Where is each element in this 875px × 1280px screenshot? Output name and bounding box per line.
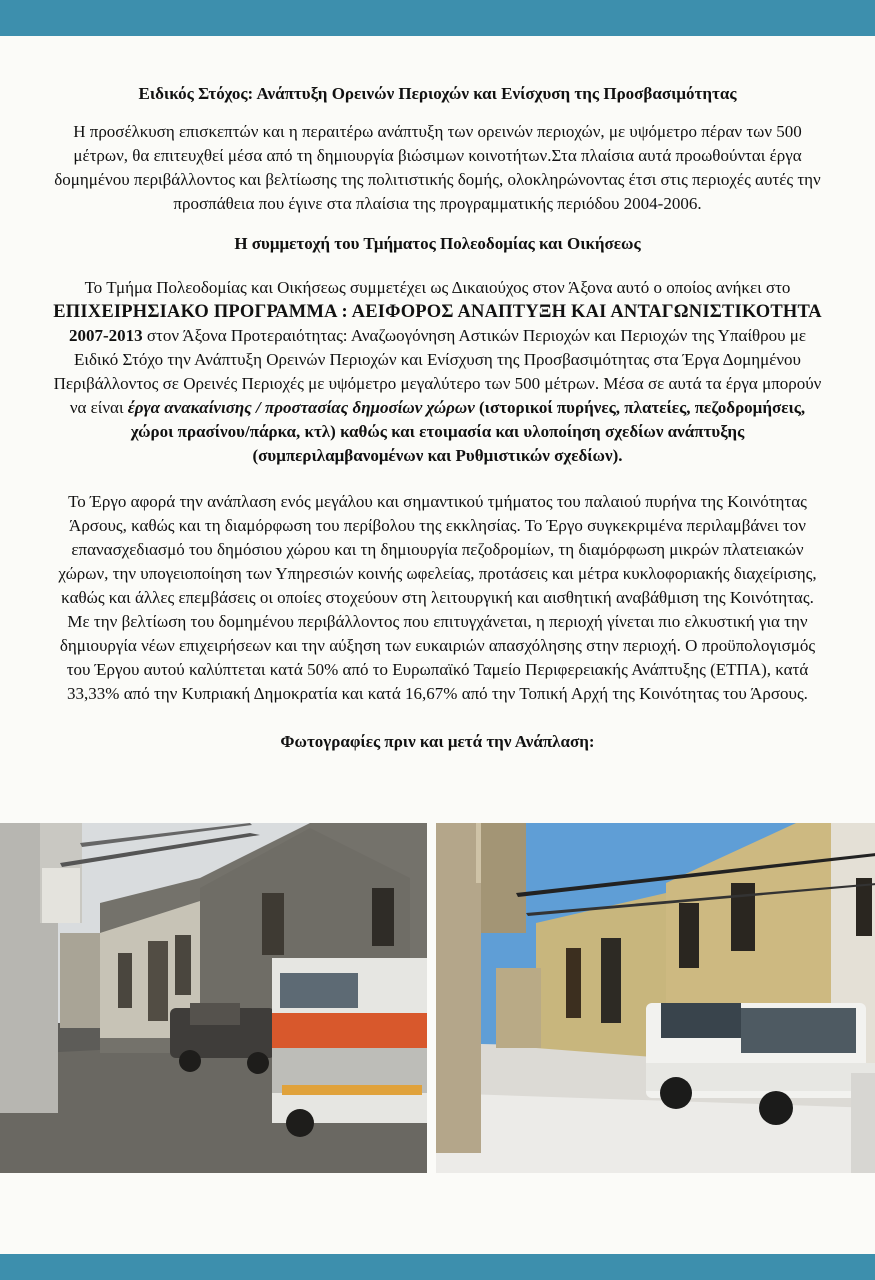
paragraph-project-description: Το Έργο αφορά την ανάπλαση ενός μεγάλου και σημαντικού τμήματος του παλαιού πυρήνα της Κοινότητας Άρσους, καθώς και τη διαμόρφωση του περίβολου της εκκλησίας. Το Έργο συγκεκριμένα περιλαμβάνει τον επανασχεδιασμό του δημόσιου χώρου και τη δημιουργία πεζοδρομίων, τη διαμόρφωση μικρών πλατειακών χώρων, την υπογειοποίηση των Υπηρεσιών κοινής ωφελείας, προτάσεις και μέτρα κυκλοφοριακής διαχείρισης, καθώς και άλλες επεμβάσεις οι οποίες στοχεύουν στη λειτουργική και αισθητική αναβάθμιση της Κοινότητας. Με την βελτίωση του δομημένου περιβάλλοντος που επιτυγχάνεται, η περιοχή γίνεται πιο ελκυστική για την δημιουργία νέων επιχειρήσεων και την αύξηση των ευκαιριών απασχόλησης στην περιοχή. Ο προϋπολογισμός του Έργου αυτού καλύπτεται κατά 50% από το Ευρωπαϊκό Ταμείο Περιφερειακής Ανάπτυξης (ΕΤΠΑ), κατά 33,33% από την Κυπριακή Δημοκρατία και κατά 16,67% από την Τοπική Αρχή της Κοινότητας του Άρσους.: [58, 492, 817, 703]
heading-photos: Φωτογραφίες πριν και μετά την Ανάπλαση:: [280, 732, 595, 751]
bottom-color-band: [0, 1254, 875, 1280]
top-color-band: [0, 0, 875, 36]
heading-department-participation: Η συμμετοχή του Τμήματος Πολεοδομίας και Οικήσεως: [234, 234, 641, 253]
program-title: ΕΠΙΧΕΙΡΗΣΙΑΚΟ ΠΡΟΓΡΑΜΜΑ : ΑΕΙΦΟΡΟΣ ΑΝΑΠΤΥΞΗ ΚΑΙ ΑΝΤΑΓΩΝΙΣΤΙΚΟΤΗΤΑ: [53, 302, 822, 322]
paragraph-mountain-areas: Η προσέλκυση επισκεπτών και η περαιτέρω ανάπτυξη των ορεινών περιοχών, με υψόμετρο πέραν των 500 μέτρων, θα επιτευχθεί μέσα από τη δημιουργία βιώσιμων κοινοτήτων.Στα πλαίσια αυτά προωθούνται έργα δομημένου περιβάλλοντος και βελτίωσης της πολιτιστικής δομής, ολοκληρώνοντας έτσι στις περιοχές αυτές την προσπάθεια που έγινε στα πλαίσια της προγραμματικής περιόδου 2004-2006.: [54, 122, 821, 213]
photo-before-regeneration: [0, 823, 427, 1173]
photo-after-regeneration: [436, 823, 875, 1173]
photo-gallery: [0, 823, 875, 1173]
document-body: [0, 84, 875, 752]
para2-middle: στον Άξονα Προτεραιότητας: Αναζωογόνηση Αστικών Περιοχών και Περιοχών της Υπαίθρου με Ειδικό Στόχο την Ανάπτυξη Ορεινών Περιοχών και Ενίσχυση της Προσβασιμότητας στα Έργα Δομημένου Περιβάλλοντος σε Ορεινές Περιοχές με υψόμετρο μεγαλύτερο των 500 μέτρων. Μέσα σε αυτά τα έργα μπορούν να είναι: [53, 326, 822, 417]
program-years: 2007-2013: [68, 326, 143, 345]
para2-bold-italic: έργα ανακαίνισης / προστασίας δημοσίων χώρων: [127, 398, 475, 417]
para2-bold-end: (ιστορικοί πυρήνες, πλατείες, πεζοδρομήσεις, χώροι πρασίνου/πάρκα, κτλ) καθώς και ετοιμασία και υλοποίηση σχεδίων ανάπτυξης (συμπεριλαμβανομένων και Ρυθμιστικών σχεδίων).: [130, 398, 806, 465]
paragraph-department-role: [50, 276, 825, 468]
para2-intro: Το Τμήμα Πολεοδομίας και Οικήσεως συμμετέχει ως Δικαιούχος στον Άξονα αυτό ο οποίος ανήκει στο: [84, 278, 791, 297]
heading-specific-objective: Ειδικός Στόχος: Ανάπτυξη Ορεινών Περιοχών και Ενίσχυση της Προσβασιμότητας: [138, 84, 737, 103]
